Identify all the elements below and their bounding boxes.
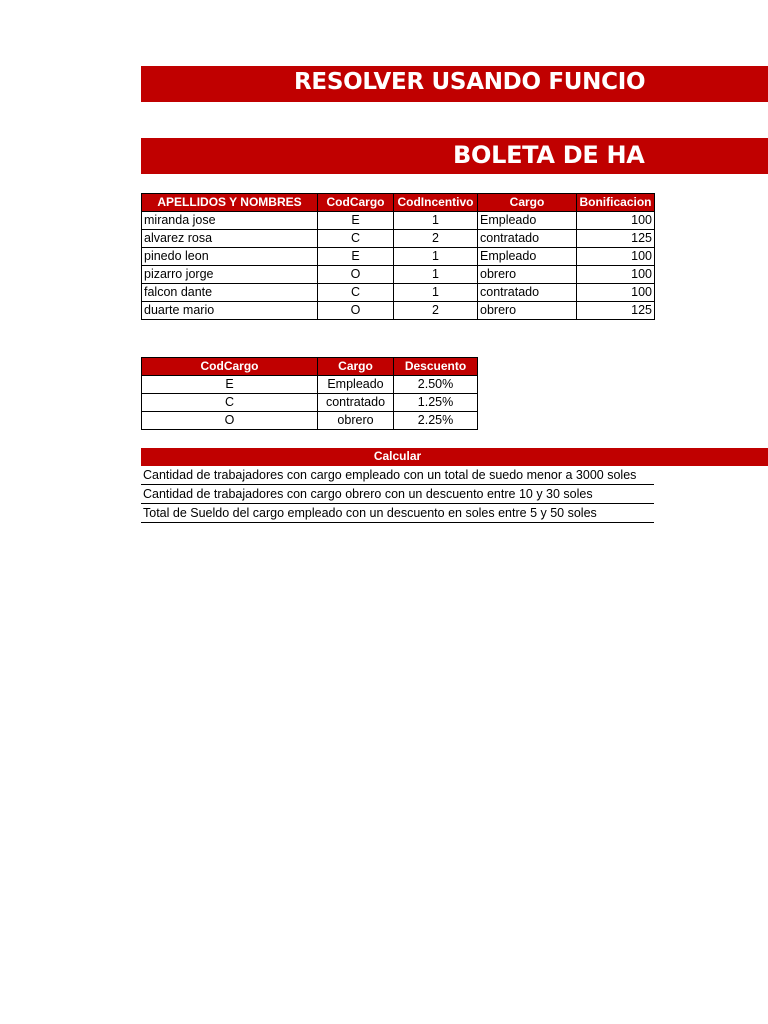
header-cargo[interactable]: Cargo (478, 194, 577, 212)
table-row (142, 284, 655, 302)
calc-question-row[interactable]: Cantidad de trabajadores con cargo obrero con un descuento entre 10 y 30 soles (141, 485, 654, 504)
cell-codcargo[interactable]: E (318, 248, 394, 266)
title-banner-resolver (141, 66, 768, 102)
header-descuento[interactable]: Descuento (394, 358, 478, 376)
cell-codcargo[interactable]: E (318, 212, 394, 230)
header-codcargo[interactable]: CodCargo (318, 194, 394, 212)
cell-bonificacion[interactable]: 125 (577, 302, 655, 320)
cell-cargo[interactable]: obrero (478, 266, 577, 284)
calcular-label[interactable]: Calcular (373, 449, 422, 463)
cell-name[interactable]: falcon dante (142, 284, 318, 302)
header-apellidos[interactable]: APELLIDOS Y NOMBRES (142, 194, 318, 212)
table-row (142, 212, 655, 230)
table-row (142, 302, 655, 320)
cell-name[interactable]: pinedo leon (142, 248, 318, 266)
cell-codincentivo[interactable]: 2 (394, 230, 478, 248)
calc-question-row[interactable]: Cantidad de trabajadores con cargo empleado con un total de suedo menor a 3000 soles (141, 466, 654, 485)
discount-header-row (142, 358, 478, 376)
cell-descuento[interactable]: 2.50% (394, 376, 478, 394)
cell-name[interactable]: duarte mario (142, 302, 318, 320)
cell-codcargo[interactable]: E (142, 376, 318, 394)
table-row (142, 394, 478, 412)
employees-table (141, 193, 655, 320)
title-resolver: RESOLVER USANDO FUNCIO (294, 69, 646, 95)
discount-table (141, 357, 478, 430)
cell-bonificacion[interactable]: 100 (577, 266, 655, 284)
cell-bonificacion[interactable]: 125 (577, 230, 655, 248)
cell-codcargo[interactable]: C (318, 284, 394, 302)
header-codincentivo[interactable]: CodIncentivo (394, 194, 478, 212)
table-row (142, 248, 655, 266)
cell-cargo[interactable]: contratado (478, 284, 577, 302)
cell-bonificacion[interactable]: 100 (577, 284, 655, 302)
cell-descuento[interactable]: 2.25% (394, 412, 478, 430)
cell-name[interactable]: miranda jose (142, 212, 318, 230)
calcular-list (141, 466, 654, 523)
cell-codcargo[interactable]: C (318, 230, 394, 248)
table-row (142, 266, 655, 284)
cell-cargo[interactable]: obrero (478, 302, 577, 320)
header-bonificacion[interactable]: Bonificacion (577, 194, 655, 212)
cell-codincentivo[interactable]: 1 (394, 284, 478, 302)
cell-codincentivo[interactable]: 2 (394, 302, 478, 320)
title-boleta: BOLETA DE HA (453, 141, 645, 169)
cell-codcargo[interactable]: O (318, 266, 394, 284)
cell-cargo[interactable]: Empleado (318, 376, 394, 394)
cell-bonificacion[interactable]: 100 (577, 212, 655, 230)
cell-codincentivo[interactable]: 1 (394, 212, 478, 230)
cell-codincentivo[interactable]: 1 (394, 266, 478, 284)
cell-name[interactable]: alvarez rosa (142, 230, 318, 248)
cell-codcargo[interactable]: O (318, 302, 394, 320)
cell-codincentivo[interactable]: 1 (394, 248, 478, 266)
cell-cargo[interactable]: contratado (318, 394, 394, 412)
header-codcargo[interactable]: CodCargo (142, 358, 318, 376)
table-row (142, 376, 478, 394)
cell-name[interactable]: pizarro jorge (142, 266, 318, 284)
table-row (142, 412, 478, 430)
cell-cargo[interactable]: obrero (318, 412, 394, 430)
cell-cargo[interactable]: contratado (478, 230, 577, 248)
cell-descuento[interactable]: 1.25% (394, 394, 478, 412)
header-cargo[interactable]: Cargo (318, 358, 394, 376)
calc-question-row[interactable]: Total de Sueldo del cargo empleado con un descuento en soles entre 5 y 50 soles (141, 504, 654, 523)
cell-cargo[interactable]: Empleado (478, 248, 577, 266)
table-row (142, 230, 655, 248)
cell-codcargo[interactable]: O (142, 412, 318, 430)
cell-bonificacion[interactable]: 100 (577, 248, 655, 266)
employees-header-row (142, 194, 655, 212)
cell-codcargo[interactable]: C (142, 394, 318, 412)
calcular-header (141, 448, 768, 466)
cell-cargo[interactable]: Empleado (478, 212, 577, 230)
title-banner-boleta (141, 138, 768, 174)
